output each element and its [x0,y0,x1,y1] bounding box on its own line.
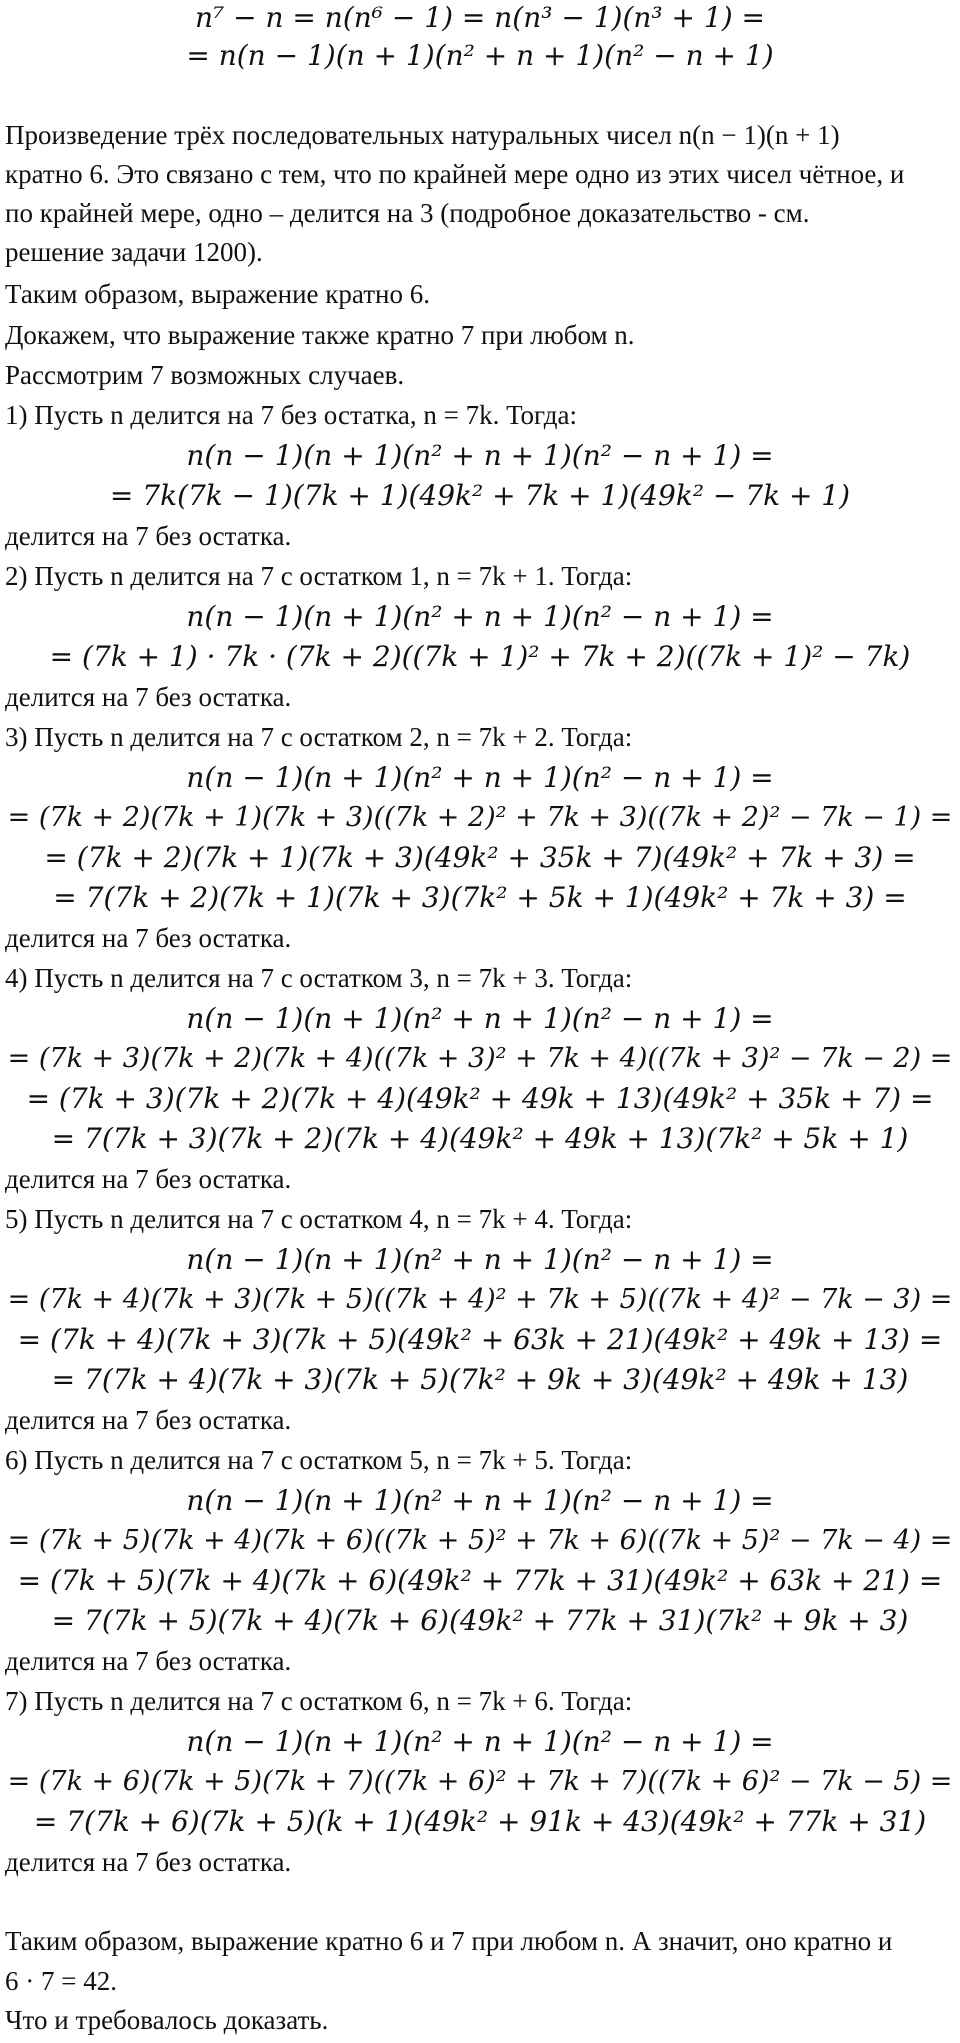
intro-equation-line: = n(n − 1)(n + 1)(n² + n + 1)(n² − n + 1) [186,39,774,72]
case-equation-line: n(n − 1)(n + 1)(n² + n + 1)(n² − n + 1) = [186,1725,774,1758]
final-line: Таким образом, выражение кратно 6 и 7 при любом n. А значит, оно кратно и [5,1926,893,1956]
case-equation-line: = 7(7k + 6)(7k + 5)(k + 1)(49k² + 91k + 43)(49k² + 77k + 31) [33,1805,927,1838]
case-equation-line: = (7k + 2)(7k + 1)(7k + 3)(49k² + 35k + 7)(49k² + 7k + 3) = [44,841,916,874]
case-equation-line: = (7k + 6)(7k + 5)(7k + 7)((7k + 6)² + 7k + 7)((7k + 6)² − 7k − 5) = [7,1766,953,1797]
case-equation-line: = (7k + 5)(7k + 4)(7k + 6)((7k + 5)² + 7k + 6)((7k + 5)² − 7k − 4) = [7,1525,953,1556]
case-conclusion: делится на 7 без остатка. [5,923,292,953]
text-line: Таким образом, выражение кратно 6. [5,279,430,309]
case-equation-line: = (7k + 3)(7k + 2)(7k + 4)(49k² + 49k + 13)(49k² + 35k + 7) = [26,1082,934,1115]
final-line: Что и требовалось доказать. [5,2005,329,2035]
case-conclusion: делится на 7 без остатка. [5,682,292,712]
case-equation-line: = 7(7k + 3)(7k + 2)(7k + 4)(49k² + 49k + 13)(7k² + 5k + 1) [51,1122,909,1155]
case-equation-line: = (7k + 1) · 7k · (7k + 2)((7k + 1)² + 7k + 2)((7k + 1)² − 7k) [49,640,911,673]
text-line: Рассмотрим 7 возможных случаев. [5,360,405,390]
case-equation-line: = (7k + 5)(7k + 4)(7k + 6)(49k² + 77k + 31)(49k² + 63k + 21) = [17,1564,943,1597]
text-line: Произведение трёх последовательных натуральных чисел n(n − 1)(n + 1) [5,120,840,150]
case-equation-line: n(n − 1)(n + 1)(n² + n + 1)(n² − n + 1) = [186,1002,774,1035]
case-equation-line: = (7k + 4)(7k + 3)(7k + 5)(49k² + 63k + 21)(49k² + 49k + 13) = [17,1323,943,1356]
case-conclusion: делится на 7 без остатка. [5,1164,292,1194]
case-equation-line: = (7k + 2)(7k + 1)(7k + 3)((7k + 2)² + 7k + 3)((7k + 2)² − 7k − 1) = [7,802,953,833]
case-heading: 2) Пусть n делится на 7 с остатком 1, n = 7k + 1. Тогда: [5,561,633,591]
case-equation-line: = 7k(7k − 1)(7k + 1)(49k² + 7k + 1)(49k² − 7k + 1) [109,479,851,512]
case-heading: 5) Пусть n делится на 7 с остатком 4, n = 7k + 4. Тогда: [5,1204,633,1234]
case-equation-line: = 7(7k + 2)(7k + 1)(7k + 3)(7k² + 5k + 1)(49k² + 7k + 3) = [53,881,907,914]
final-line: 6 · 7 = 42. [5,1966,117,1996]
case-heading: 1) Пусть n делится на 7 без остатка, n = 7k. Тогда: [5,400,578,430]
case-equation-line: = (7k + 4)(7k + 3)(7k + 5)((7k + 4)² + 7k + 5)((7k + 4)² − 7k − 3) = [7,1284,953,1315]
intro-equation-line: n⁷ − n = n(n⁶ − 1) = n(n³ − 1)(n³ + 1) = [194,1,766,34]
case-equation-line: n(n − 1)(n + 1)(n² + n + 1)(n² − n + 1) = [186,600,774,633]
case-heading: 4) Пусть n делится на 7 с остатком 3, n = 7k + 3. Тогда: [5,963,633,993]
case-equation-line: n(n − 1)(n + 1)(n² + n + 1)(n² − n + 1) = [186,1243,774,1276]
case-conclusion: делится на 7 без остатка. [5,1405,292,1435]
text-line: кратно 6. Это связано с тем, что по крайней мере одно из этих чисел чётное, и [5,159,905,189]
case-equation-line: = 7(7k + 4)(7k + 3)(7k + 5)(7k² + 9k + 3)(49k² + 49k + 13) [51,1363,909,1396]
case-conclusion: делится на 7 без остатка. [5,521,292,551]
case-equation-line: = 7(7k + 5)(7k + 4)(7k + 6)(49k² + 77k + 31)(7k² + 9k + 3) [51,1604,909,1637]
text-line: решение задачи 1200). [5,237,263,267]
case-heading: 3) Пусть n делится на 7 с остатком 2, n = 7k + 2. Тогда: [5,722,633,752]
case-heading: 7) Пусть n делится на 7 с остатком 6, n = 7k + 6. Тогда: [5,1686,633,1716]
case-equation-line: n(n − 1)(n + 1)(n² + n + 1)(n² − n + 1) = [186,1484,774,1517]
case-equation-line: n(n − 1)(n + 1)(n² + n + 1)(n² − n + 1) = [186,761,774,794]
case-conclusion: делится на 7 без остатка. [5,1646,292,1676]
case-heading: 6) Пусть n делится на 7 с остатком 5, n = 7k + 5. Тогда: [5,1445,633,1475]
text-line: по крайней мере, одно – делится на 3 (подробное доказательство - см. [5,198,810,228]
case-equation-line: = (7k + 3)(7k + 2)(7k + 4)((7k + 3)² + 7k + 4)((7k + 3)² − 7k − 2) = [7,1043,953,1074]
case-equation-line: n(n − 1)(n + 1)(n² + n + 1)(n² − n + 1) = [186,439,774,472]
case-conclusion: делится на 7 без остатка. [5,1847,292,1877]
text-line: Докажем, что выражение также кратно 7 при любом n. [5,320,635,350]
